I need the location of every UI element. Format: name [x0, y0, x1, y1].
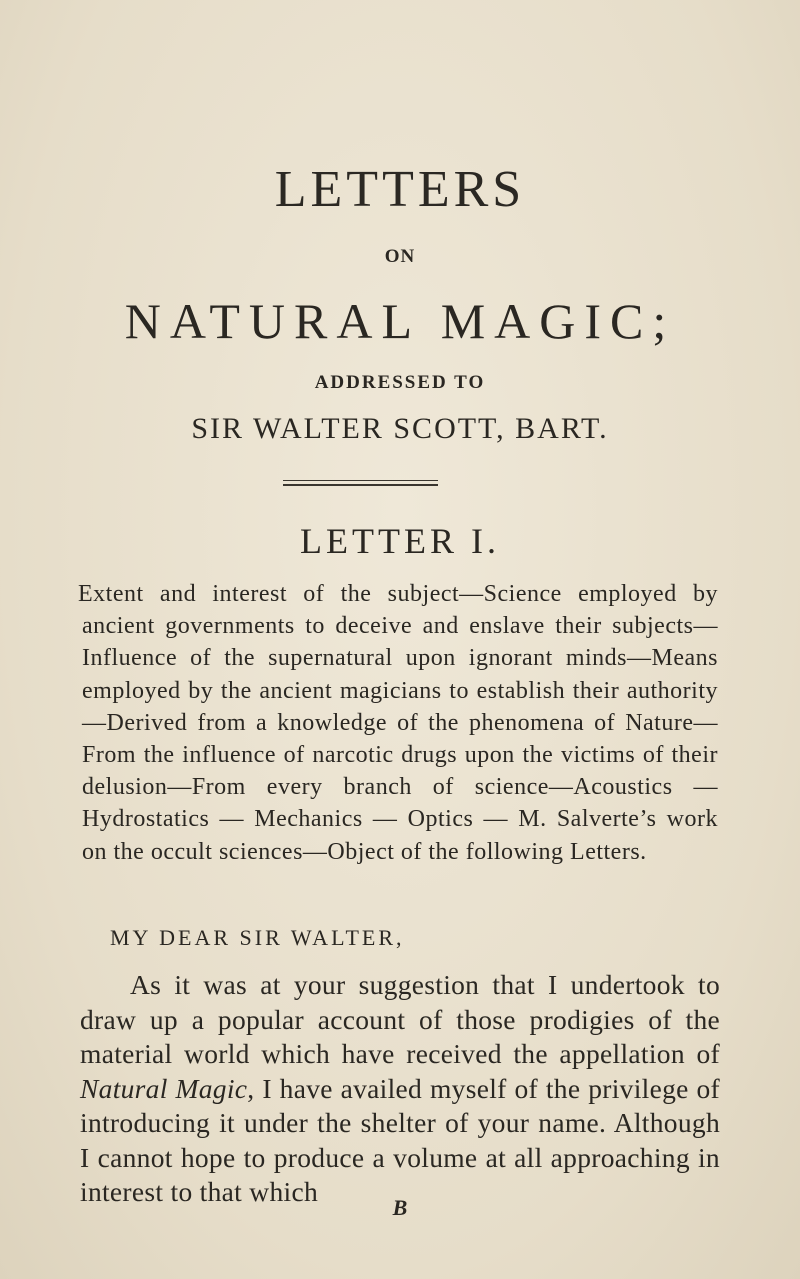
- divider-rule-thin: [283, 480, 438, 481]
- body-paragraph: [80, 968, 720, 1210]
- title-on: ON: [384, 246, 416, 267]
- salutation: MY DEAR SIR WALTER,: [110, 925, 405, 950]
- divider-rule-thick: [283, 484, 438, 486]
- letter-heading: LETTER I.: [300, 521, 500, 561]
- title-natural-magic: NATURAL MAGIC;: [124, 293, 676, 349]
- title-addressed-to: ADDRESSED TO: [314, 372, 486, 393]
- body-text-part1: As it was at your suggestion that I undertook to draw up a popular account of those prodigies of the material world which have received the appellation of: [80, 969, 720, 1069]
- body-text-italic: Natural Magic: [80, 1072, 248, 1104]
- signature-mark: B: [392, 1195, 408, 1220]
- chapter-summary: Extent and interest of the subject—Science employed by ancient governments to deceive and enslave their subjects—Influence of the supernatural upon ignorant minds—Means employed by the ancient magicians to establish their authority—Derived from a knowledge of the phenomena of Nature—From the influence of narcotic drugs upon the victims of their delusion—From every branch of science—Acoustics — Hydrostatics — Mechanics — Optics — M. Salverte’s work on the occult sciences—Object of the following Letters.: [78, 581, 718, 865]
- body-text-part2: , I have availed myself of the privilege of introducing it under the shelter of your name. Although I cannot hope to produce a volume at all approaching in interest to that which: [80, 1072, 720, 1207]
- title-letters: LETTERS: [274, 161, 526, 218]
- title-dedicatee: SIR WALTER SCOTT, BART.: [191, 412, 609, 445]
